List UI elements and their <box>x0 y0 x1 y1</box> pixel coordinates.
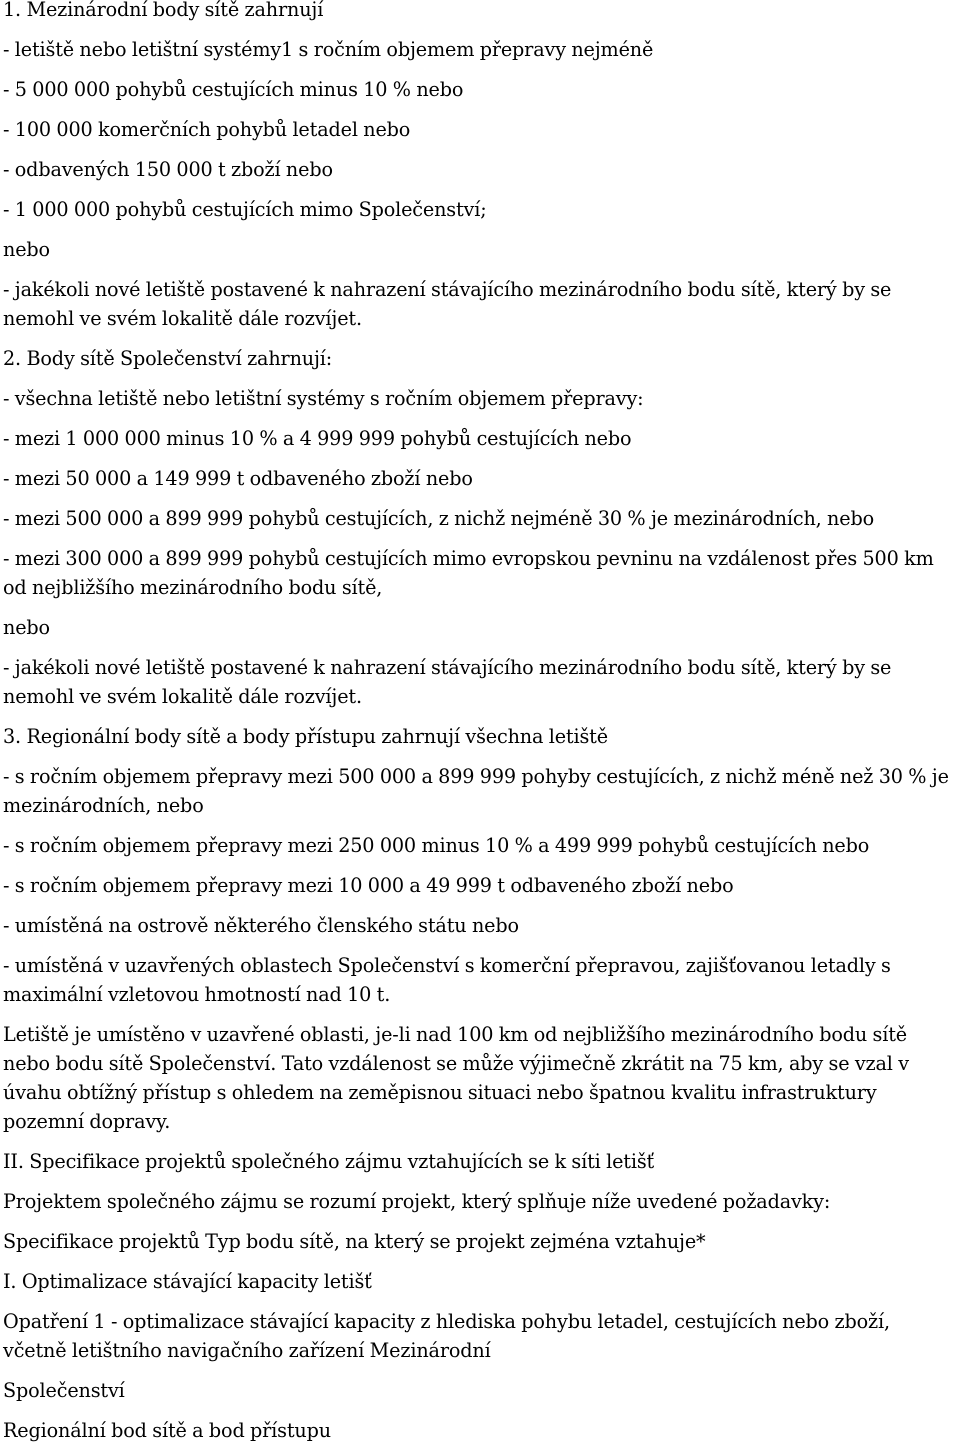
list-item: - mezi 500 000 a 899 999 pohybů cestujících, z nichž nejméně 30 % je mezinárodních, nebo <box>3 507 874 530</box>
network-point-type: Společenství <box>3 1379 125 1402</box>
list-item: - s ročním objemem přepravy mezi 10 000 a 49 999 t odbaveného zboží nebo <box>3 874 734 897</box>
body-paragraph: Projektem společného zájmu se rozumí projekt, který splňuje níže uvedené požadavky: <box>3 1190 831 1213</box>
list-item: - 1 000 000 pohybů cestujících mimo Společenství; <box>3 198 487 221</box>
list-item: - mezi 300 000 a 899 999 pohybů cestujících mimo evropskou pevninu na vzdálenost přes 500 km od nejbližšího mezinárodního bodu sítě, <box>3 547 934 599</box>
table-header-text: Specifikace projektů Typ bodu sítě, na který se projekt zejména vztahuje* <box>3 1230 706 1253</box>
list-item: - 5 000 000 pohybů cestujících minus 10 % nebo <box>3 78 464 101</box>
list-item: - s ročním objemem přepravy mezi 500 000 a 899 999 pohyby cestujících, z nichž méně než 30 % je mezinárodních, nebo <box>3 765 949 817</box>
list-item: - jakékoli nové letiště postavené k nahrazení stávajícího mezinárodního bodu sítě, který by se nemohl ve svém lokalitě dále rozvíjet. <box>3 278 892 330</box>
list-item: - odbavených 150 000 t zboží nebo <box>3 158 333 181</box>
list-item: - s ročním objemem přepravy mezi 250 000 minus 10 % a 499 999 pohybů cestujících nebo <box>3 834 870 857</box>
section-heading-projects: II. Specifikace projektů společného zájmu vztahujících se k síti letišť <box>3 1150 655 1173</box>
body-paragraph: Letiště je umístěno v uzavřené oblasti, je-li nad 100 km od nejbližšího mezinárodního bodu sítě nebo bodu sítě Společenství. Tato vzdálenost se může výjimečně zkrátit na 75 km, aby se vzal v úvahu obtížný přístup s ohledem na zeměpisnou situaci nebo špatnou kvalitu infrastruktury pozemní dopravy. <box>3 1023 909 1133</box>
connector-text: nebo <box>3 616 50 639</box>
subsection-heading: I. Optimalizace stávající kapacity letišť <box>3 1270 372 1293</box>
list-item: - jakékoli nové letiště postavené k nahrazení stávajícího mezinárodního bodu sítě, který by se nemohl ve svém lokalitě dále rozvíjet. <box>3 656 892 708</box>
heading-international-points: 1. Mezinárodní body sítě zahrnují <box>3 0 324 21</box>
heading-community-points: 2. Body sítě Společenství zahrnují: <box>3 347 333 370</box>
list-item: - umístěná na ostrově některého členského státu nebo <box>3 914 519 937</box>
heading-regional-points: 3. Regionální body sítě a body přístupu zahrnují všechna letiště <box>3 725 608 748</box>
list-item: - umístěná v uzavřených oblastech Společenství s komerční přepravou, zajišťovanou letadly s maximální vzletovou hmotností nad 10 t. <box>3 954 891 1006</box>
measure-text: Opatření 1 - optimalizace stávající kapacity z hlediska pohybu letadel, cestujících nebo zboží, včetně letištního navigačního zařízení Mezinárodní <box>3 1310 890 1362</box>
list-item: - mezi 1 000 000 minus 10 % a 4 999 999 pohybů cestujících nebo <box>3 427 632 450</box>
network-point-type: Regionální bod sítě a bod přístupu <box>3 1419 331 1442</box>
list-item: - všechna letiště nebo letištní systémy s ročním objemem přepravy: <box>3 387 644 410</box>
connector-text: nebo <box>3 238 50 261</box>
list-item: - 100 000 komerčních pohybů letadel nebo <box>3 118 411 141</box>
list-item: - mezi 50 000 a 149 999 t odbaveného zboží nebo <box>3 467 473 490</box>
list-item: - letiště nebo letištní systémy1 s ročním objemem přepravy nejméně <box>3 38 654 61</box>
